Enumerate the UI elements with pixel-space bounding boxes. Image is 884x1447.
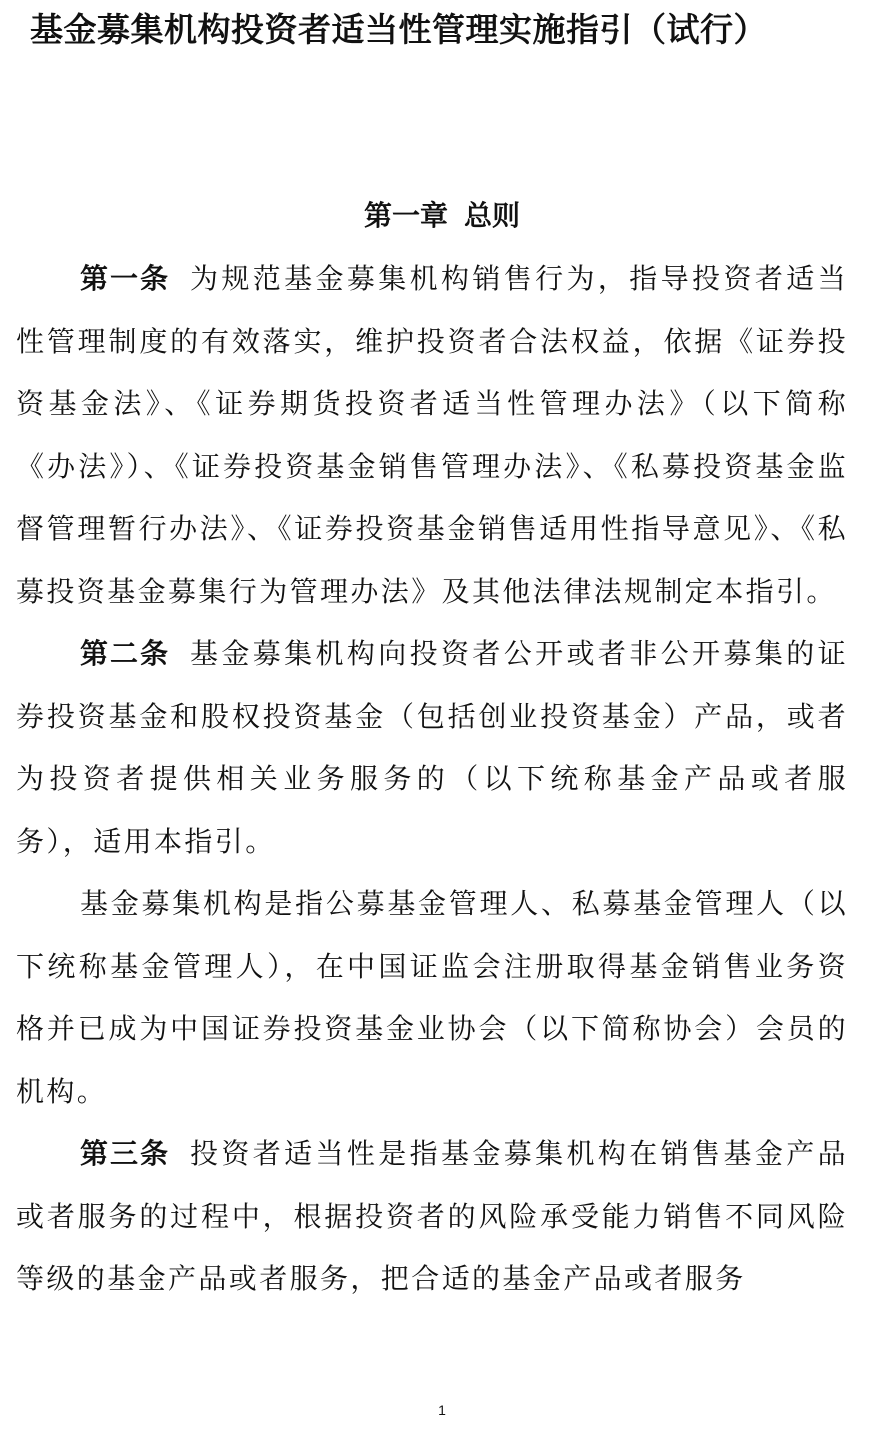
- chapter-name: 总则: [464, 199, 521, 232]
- article-1-paragraph: [16, 248, 848, 623]
- chapter-heading: [0, 196, 884, 236]
- article-text: 为规范基金募集机构销售行为，指导投资者适当性管理制度的有效落实，维护投资者合法权益，依据《证券投资基金法》、《证券期货投资者适当性管理办法》（以下简称《办法》）、《证券投资基金销售管理办法》、《私募投资基金监督管理暂行办法》、《证券投资基金销售适用性指导意见》、《私募投资基金募集行为管理办法》及其他法律法规制定本指引。: [16, 262, 848, 608]
- article-2-continuation-paragraph: [16, 873, 848, 1123]
- chapter-number: 第一章: [363, 199, 448, 232]
- article-number: 第二条: [80, 637, 170, 670]
- article-text: 投资者适当性是指基金募集机构在销售基金产品或者服务的过程中，根据投资者的风险承受能力销售不同风险等级的基金产品或者服务，把合适的基金产品或者服务: [16, 1137, 848, 1295]
- document-body: [16, 248, 848, 1311]
- page-number: 1: [438, 1402, 446, 1418]
- article-3-paragraph: [16, 1123, 848, 1311]
- article-number: 第一条: [80, 262, 170, 295]
- article-2-paragraph: [16, 623, 848, 873]
- article-number: 第三条: [80, 1137, 170, 1170]
- document-title: 基金募集机构投资者适当性管理实施指引（试行）: [30, 10, 767, 49]
- article-text: 基金募集机构向投资者公开或者非公开募集的证券投资基金和股权投资基金（包括创业投资基金）产品，或者为投资者提供相关业务服务的（以下统称基金产品或者服务），适用本指引。: [16, 637, 848, 858]
- paragraph-text: 基金募集机构是指公募基金管理人、私募基金管理人（以下统称基金管理人），在中国证监会注册取得基金销售业务资格并已成为中国证券投资基金业协会（以下简称协会）会员的机构。: [16, 887, 848, 1108]
